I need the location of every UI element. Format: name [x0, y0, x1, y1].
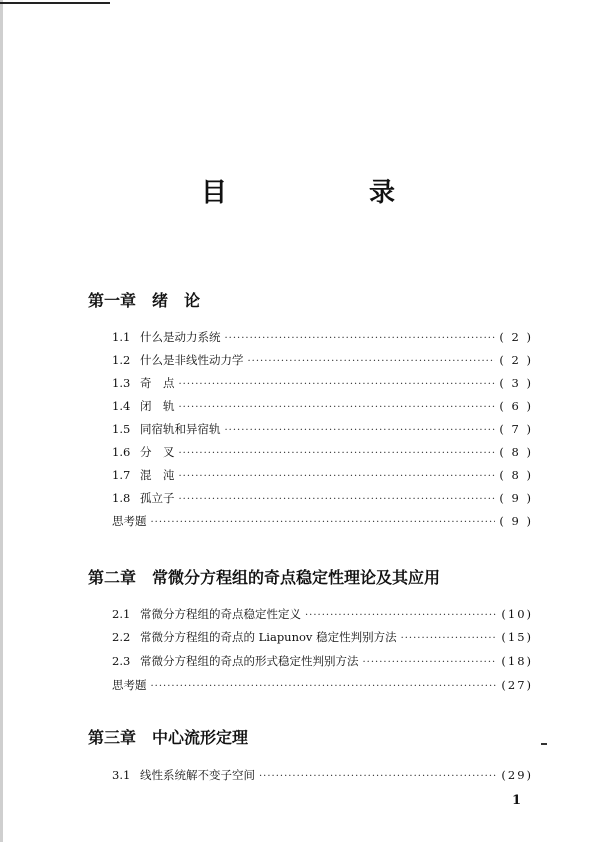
toc-entry[interactable]	[112, 352, 533, 370]
leader-dots	[179, 379, 496, 390]
section-number: 1.7	[112, 468, 131, 482]
page-ref: (27)	[501, 678, 533, 692]
page-title: 目 录	[200, 178, 453, 208]
section-number: 2.3	[112, 654, 131, 668]
page-ref: (10)	[501, 607, 533, 621]
section-title: 闭 轨	[140, 399, 175, 413]
page-ref: ( 2 )	[499, 330, 533, 344]
chapter-number: 第二章	[88, 568, 137, 587]
chapter-title: 绪 论	[152, 291, 201, 310]
leader-dots	[151, 681, 498, 692]
leader-dots	[179, 448, 496, 459]
chapter-heading-2	[88, 565, 440, 588]
toc-entry[interactable]	[112, 375, 533, 393]
page-ref: ( 9 )	[499, 491, 533, 505]
page-ref: ( 8 )	[499, 445, 533, 459]
section-number: 2.1	[112, 607, 131, 621]
chapter-title: 常微分方程组的奇点稳定性理论及其应用	[152, 568, 441, 587]
leader-dots	[179, 402, 496, 413]
section-number: 1.4	[112, 399, 131, 413]
toc-entry[interactable]	[112, 629, 533, 647]
chapter-heading-3	[88, 725, 248, 748]
chapter-heading-1	[88, 288, 200, 311]
section-title: 奇 点	[140, 376, 175, 390]
section-number: 1.3	[112, 376, 131, 390]
leader-dots	[179, 494, 496, 505]
chapter-number: 第一章	[88, 291, 137, 310]
section-title: 什么是动力系统	[140, 330, 221, 344]
scan-edge	[0, 0, 3, 842]
scan-speck	[541, 743, 547, 745]
page-ref: (15)	[501, 630, 533, 644]
section-title: 分 叉	[140, 445, 175, 459]
section-number: 2.2	[112, 630, 131, 644]
chapter-title: 中心流形定理	[152, 728, 249, 747]
toc-entry[interactable]	[112, 677, 533, 695]
toc-entry[interactable]	[112, 513, 533, 531]
page-ref: (29)	[501, 768, 533, 782]
page-ref: (18)	[501, 654, 533, 668]
toc-entry[interactable]	[112, 653, 533, 671]
section-title: 思考题	[112, 678, 147, 692]
section-number: 1.8	[112, 491, 131, 505]
leader-dots	[363, 657, 498, 668]
leader-dots	[225, 425, 496, 436]
toc-entry[interactable]	[112, 398, 533, 416]
toc-entry[interactable]	[112, 606, 533, 624]
toc-entry[interactable]	[112, 444, 533, 462]
toc-entry[interactable]	[112, 490, 533, 508]
page-number: 1	[512, 793, 522, 808]
leader-dots	[151, 517, 496, 528]
page-ref: ( 2 )	[499, 353, 533, 367]
page-ref: ( 6 )	[499, 399, 533, 413]
scan-mark	[0, 2, 110, 4]
section-number: 1.2	[112, 353, 131, 367]
section-number: 1.5	[112, 422, 131, 436]
leader-dots	[259, 771, 497, 782]
toc-entry[interactable]	[112, 329, 533, 347]
toc-entry[interactable]	[112, 767, 533, 785]
section-title: 常微分方程组的奇点的形式稳定性判别方法	[140, 654, 359, 668]
section-title: 混 沌	[140, 468, 175, 482]
section-title: 同宿轨和异宿轨	[140, 422, 221, 436]
leader-dots	[225, 333, 496, 344]
page-ref: ( 9 )	[499, 514, 533, 528]
section-title: 常微分方程组的奇点的 Liapunov 稳定性判别方法	[140, 630, 397, 644]
leader-dots	[248, 356, 496, 367]
leader-dots	[305, 610, 497, 621]
section-title: 孤立子	[140, 491, 175, 505]
toc-entry[interactable]	[112, 421, 533, 439]
section-number: 1.6	[112, 445, 131, 459]
page-ref: ( 3 )	[499, 376, 533, 390]
page-ref: ( 7 )	[499, 422, 533, 436]
section-title: 线性系统解不变子空间	[140, 768, 255, 782]
section-title: 常微分方程组的奇点稳定性定义	[140, 607, 301, 621]
chapter-number: 第三章	[88, 728, 137, 747]
leader-dots	[179, 471, 496, 482]
section-title: 什么是非线性动力学	[140, 353, 244, 367]
section-title: 思考题	[112, 514, 147, 528]
page-ref: ( 8 )	[499, 468, 533, 482]
section-number: 3.1	[112, 768, 131, 782]
toc-entry[interactable]	[112, 467, 533, 485]
leader-dots	[401, 633, 498, 644]
section-number: 1.1	[112, 330, 131, 344]
